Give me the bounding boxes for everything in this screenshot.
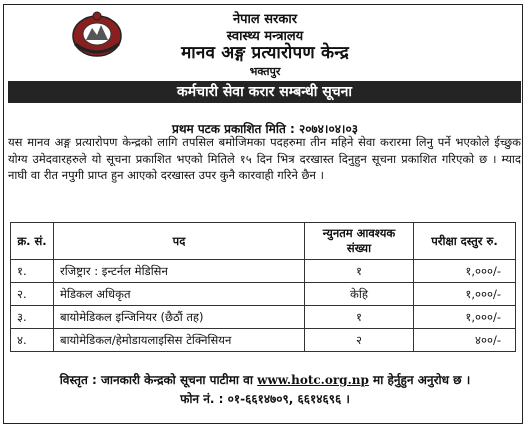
cell-sn: २. xyxy=(11,283,54,306)
table-row xyxy=(11,260,516,283)
ministry-title: स्वास्थ्य मन्त्रालय xyxy=(226,29,304,44)
cell-fee: १,०००/- xyxy=(414,306,516,329)
header-sn: क्र. सं. xyxy=(11,223,54,260)
cell-count: १ xyxy=(305,306,414,329)
cell-fee: १,०००/- xyxy=(414,283,516,306)
cell-fee: १,०००/- xyxy=(414,260,516,283)
cell-count: २ xyxy=(305,329,414,352)
notice-title-banner: कर्मचारी सेवा करार सम्बन्धी सूचना xyxy=(8,81,521,103)
table-row xyxy=(11,283,516,306)
cell-post: मेडिकल अधिकृत xyxy=(54,283,305,306)
footer-prefix: विस्तृत : जानकारी केन्द्रको सूचना पाटीमा वा xyxy=(59,373,258,387)
footer-info xyxy=(0,371,530,388)
cell-post: रजिष्ट्रार : इन्टर्नल मेडिसिन xyxy=(54,260,305,283)
table-header-row xyxy=(11,223,516,260)
publication-date: प्रथम पटक प्रकाशित मिति : २०७४।०४।०३ xyxy=(172,122,358,136)
cell-fee: ४००/- xyxy=(414,329,516,352)
table-row xyxy=(11,329,516,352)
org-title: मानव अङ्ग प्रत्यारोपण केन्द्र xyxy=(181,43,349,63)
phone-numbers: फोन नं. : ०१-६६१४७०९, ६६१४६९६ । xyxy=(180,392,350,406)
vacancy-table xyxy=(10,222,516,352)
header-fee: परीक्षा दस्तुर रु. xyxy=(414,223,516,260)
notice-body: यस मानव अङ्ग प्रत्यारोपण केन्द्रको लागि तपसिल बमोजिमका पदहरुमा तीन महिने सेवा करारमा लिनु पर्ने भएकोले ईच्छुक योग्य उमेदवारहरुले यो सूचना प्रकाशित भएको मितिले १५ दिन भित्र दरखास्त दिनुहुन सूचना प्रकाशित गरिएको छ । म्याद नाघी वा रीत नपुगी प्राप्त हुन आएको दरखास्त उपर कुनै कारवाही गरिने छैन । xyxy=(8,135,521,182)
cell-count: केहि xyxy=(305,283,414,306)
cell-post: बायोमेडिकल/हेमोडायलाइसिस टेक्निसियन xyxy=(54,329,305,352)
footer-suffix: मा हेर्नुहुन अनुरोध छ । xyxy=(368,373,471,387)
cell-sn: ३. xyxy=(11,306,54,329)
cell-sn: १. xyxy=(11,260,54,283)
cell-sn: ४. xyxy=(11,329,54,352)
gov-title: नेपाल सरकार xyxy=(232,12,298,27)
website-link[interactable]: www.hotc.org.np xyxy=(257,373,369,387)
table-row xyxy=(11,306,516,329)
header-post: पद xyxy=(54,223,305,260)
cell-post: बायोमेडिकल इन्जिनियर (छैठौं तह) xyxy=(54,306,305,329)
location-label: भक्तपुर xyxy=(249,65,281,78)
cell-count: १ xyxy=(305,260,414,283)
header-count: न्युनतम आवश्यक संख्या xyxy=(305,223,414,260)
